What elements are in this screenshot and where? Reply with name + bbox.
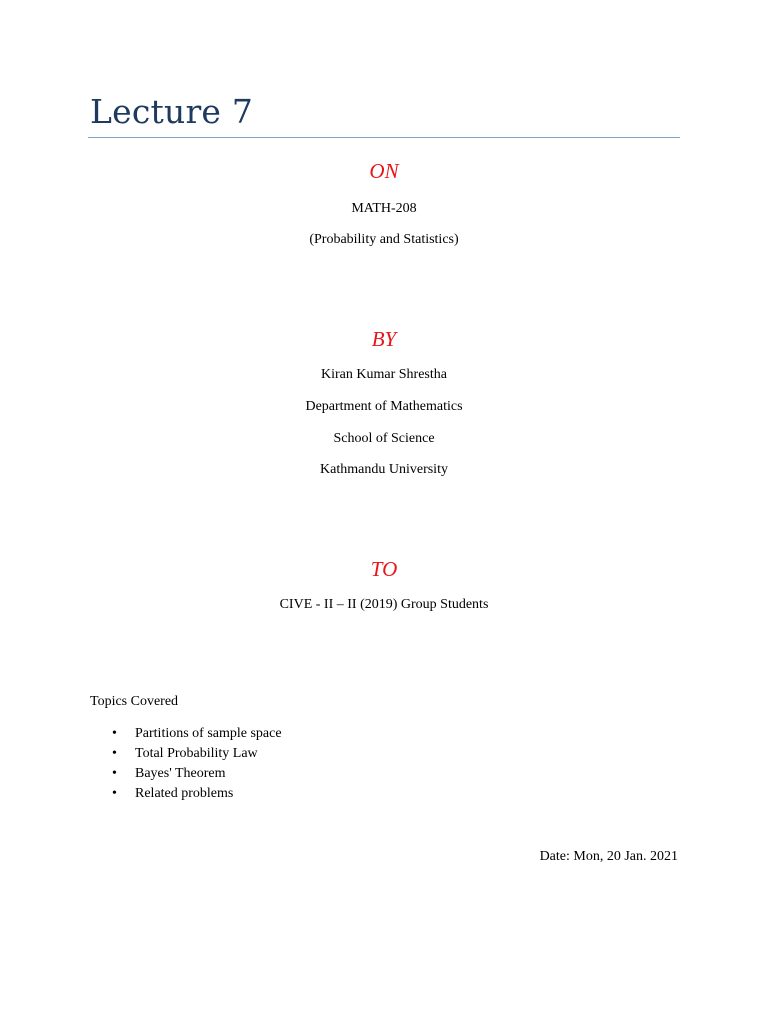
topics-list — [90, 726, 282, 806]
bullet-icon: • — [112, 786, 117, 801]
author-name: Kiran Kumar Shrestha — [321, 367, 447, 382]
topics-heading: Topics Covered — [90, 694, 179, 709]
date-line: Date: Mon, 20 Jan. 2021 — [539, 849, 678, 864]
bullet-icon: • — [112, 746, 117, 761]
school-name: School of Science — [333, 431, 435, 446]
audience-line: CIVE - II – II (2019) Group Students — [279, 597, 489, 612]
topic-text: Total Probability Law — [135, 746, 258, 761]
list-item — [90, 786, 282, 806]
course-code: MATH-208 — [351, 201, 417, 216]
topic-text: Bayes' Theorem — [135, 766, 226, 781]
department-name: Department of Mathematics — [305, 399, 463, 414]
by-heading: BY — [371, 327, 397, 351]
course-name: (Probability and Statistics) — [309, 232, 459, 247]
on-heading: ON — [369, 159, 399, 183]
topic-text: Related problems — [135, 786, 234, 801]
list-item — [90, 766, 282, 786]
title-divider — [88, 137, 680, 138]
university-name: Kathmandu University — [320, 462, 448, 477]
bullet-icon: • — [112, 766, 117, 781]
topic-text: Partitions of sample space — [135, 726, 282, 741]
bullet-icon: • — [112, 726, 117, 741]
to-heading: TO — [370, 557, 398, 581]
page-title: Lecture 7 — [90, 92, 254, 131]
list-item — [90, 726, 282, 746]
list-item — [90, 746, 282, 766]
